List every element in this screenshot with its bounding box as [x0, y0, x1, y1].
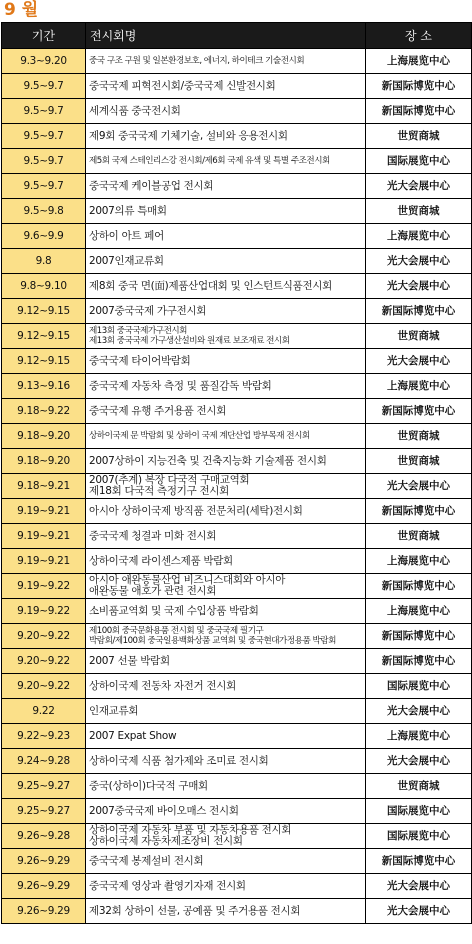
exhibition-name-cell: 2007중국국제 바이오매스 전시회	[86, 799, 366, 824]
table-row	[2, 499, 472, 524]
table-row	[2, 299, 472, 324]
date-cell: 9.26~9.29	[2, 849, 86, 874]
venue-cell: 光大会展中心	[366, 249, 472, 274]
column-header-venue: 장 소	[366, 23, 472, 49]
venue-cell: 新国际博览中心	[366, 649, 472, 674]
exhibition-name-cell: 중국국제 타이어박람회	[86, 349, 366, 374]
table-row	[2, 449, 472, 474]
venue-cell: 光大会展中心	[366, 274, 472, 299]
exhibition-name-cell: 제100회 중국문화용품 전시회 및 중국국제 필기구 박람회/제100회 중국일용백화상품 교역회 및 중국현대가정용품 박람회	[86, 624, 366, 649]
table-row	[2, 474, 472, 499]
date-cell: 9.19~9.21	[2, 499, 86, 524]
venue-cell: 新国际博览中心	[366, 99, 472, 124]
date-cell: 9.8~9.10	[2, 274, 86, 299]
venue-cell: 上海展览中心	[366, 224, 472, 249]
table-row	[2, 224, 472, 249]
venue-cell: 上海展览中心	[366, 599, 472, 624]
date-cell: 9.26~9.28	[2, 824, 86, 849]
table-row	[2, 624, 472, 649]
table-row	[2, 174, 472, 199]
table-row	[2, 424, 472, 449]
venue-cell: 光大会展中心	[366, 874, 472, 899]
venue-cell: 新国际博览中心	[366, 849, 472, 874]
venue-cell: 光大会展中心	[366, 349, 472, 374]
table-row	[2, 649, 472, 674]
date-cell: 9.20~9.22	[2, 674, 86, 699]
exhibition-name-cell: 중국국제 케이블공업 전시회	[86, 174, 366, 199]
exhibition-name-cell: 2007의류 특매회	[86, 199, 366, 224]
table-row	[2, 249, 472, 274]
exhibition-name-cell: 2007 Expat Show	[86, 724, 366, 749]
exhibition-name-cell: 제8회 중국 면(面)제품산업대회 및 인스턴트식품전시회	[86, 274, 366, 299]
venue-cell: 世贸商城	[366, 124, 472, 149]
table-row	[2, 199, 472, 224]
exhibition-name-cell: 상하이국제 문 박람회 및 상하이 국제 계단산업 방부목재 전시회	[86, 424, 366, 449]
table-row	[2, 349, 472, 374]
table-row	[2, 824, 472, 849]
table-header	[2, 23, 472, 49]
exhibition-name-cell: 중국국제 청결과 미화 전시회	[86, 524, 366, 549]
venue-cell: 新国际博览中心	[366, 399, 472, 424]
table-row	[2, 99, 472, 124]
exhibition-name-cell: 제9회 중국국제 기체기술, 설비와 응용전시회	[86, 124, 366, 149]
table-row	[2, 799, 472, 824]
table-row	[2, 574, 472, 599]
table-row	[2, 774, 472, 799]
date-cell: 9.12~9.15	[2, 324, 86, 349]
date-cell: 9.19~9.21	[2, 524, 86, 549]
date-cell: 9.26~9.29	[2, 899, 86, 924]
venue-cell: 世贸商城	[366, 774, 472, 799]
exhibition-name-cell: 2007중국국제 가구전시회	[86, 299, 366, 324]
date-cell: 9.19~9.22	[2, 599, 86, 624]
exhibition-name-cell: 중국(상하이)다국적 구매회	[86, 774, 366, 799]
venue-cell: 世贸商城	[366, 199, 472, 224]
table-row	[2, 524, 472, 549]
date-cell: 9.5~9.7	[2, 74, 86, 99]
exhibition-name-cell: 중국국제 자동차 측정 및 품질감독 박람회	[86, 374, 366, 399]
date-cell: 9.18~9.20	[2, 424, 86, 449]
exhibition-name-cell: 아시아 애완동물산업 비즈니스대회와 아시아 애완동물 애호가 관련 전시회	[86, 574, 366, 599]
table-row	[2, 674, 472, 699]
venue-cell: 光大会展中心	[366, 699, 472, 724]
exhibition-name-cell: 상하이국제 전동차 자전거 전시회	[86, 674, 366, 699]
venue-cell: 世贸商城	[366, 324, 472, 349]
date-cell: 9.5~9.8	[2, 199, 86, 224]
exhibition-schedule-table	[1, 22, 472, 924]
page-title: 9 월	[4, 0, 39, 20]
table-row	[2, 874, 472, 899]
exhibition-name-cell: 상하이 아트 페어	[86, 224, 366, 249]
table-row	[2, 849, 472, 874]
date-cell: 9.6~9.9	[2, 224, 86, 249]
date-cell: 9.5~9.7	[2, 124, 86, 149]
date-cell: 9.22~9.23	[2, 724, 86, 749]
venue-cell: 上海展览中心	[366, 549, 472, 574]
venue-cell: 光大会展中心	[366, 899, 472, 924]
venue-cell: 国际展览中心	[366, 149, 472, 174]
date-cell: 9.25~9.27	[2, 774, 86, 799]
date-cell: 9.5~9.7	[2, 174, 86, 199]
table-row	[2, 124, 472, 149]
date-cell: 9.19~9.22	[2, 574, 86, 599]
exhibition-name-cell: 2007(추계) 복장 다국적 구매교역회 제18회 다국적 측정기구 전시회	[86, 474, 366, 499]
exhibition-name-cell: 상하이국제 라이센스제품 박람회	[86, 549, 366, 574]
table-body	[2, 49, 472, 924]
exhibition-name-cell: 2007 선물 박람회	[86, 649, 366, 674]
table-row	[2, 274, 472, 299]
table-row	[2, 149, 472, 174]
date-cell: 9.5~9.7	[2, 149, 86, 174]
exhibition-name-cell: 소비품교역회 및 국제 수입상품 박람회	[86, 599, 366, 624]
date-cell: 9.8	[2, 249, 86, 274]
venue-cell: 上海展览中心	[366, 49, 472, 74]
exhibition-name-cell: 세계식품 중국전시회	[86, 99, 366, 124]
date-cell: 9.25~9.27	[2, 799, 86, 824]
venue-cell: 新国际博览中心	[366, 74, 472, 99]
venue-cell: 新国际博览中心	[366, 574, 472, 599]
venue-cell: 新国际博览中心	[366, 499, 472, 524]
table-row	[2, 899, 472, 924]
venue-cell: 新国际博览中心	[366, 299, 472, 324]
table-row	[2, 749, 472, 774]
column-header-date: 기간	[2, 23, 86, 49]
table-row	[2, 49, 472, 74]
table-row	[2, 324, 472, 349]
date-cell: 9.24~9.28	[2, 749, 86, 774]
date-cell: 9.18~9.20	[2, 449, 86, 474]
venue-cell: 国际展览中心	[366, 799, 472, 824]
venue-cell: 新国际博览中心	[366, 624, 472, 649]
venue-cell: 国际展览中心	[366, 674, 472, 699]
date-cell: 9.5~9.7	[2, 99, 86, 124]
table-row	[2, 374, 472, 399]
exhibition-name-cell: 중국국제 유행 주거용품 전시회	[86, 399, 366, 424]
exhibition-name-cell: 중국 구조 구원 및 일본환경보호, 에너지, 하이테크 기술전시회	[86, 49, 366, 74]
date-cell: 9.20~9.22	[2, 649, 86, 674]
exhibition-name-cell: 제5회 국제 스테인리스강 전시회/제6회 국제 유색 및 특별 주조전시회	[86, 149, 366, 174]
exhibition-name-cell: 2007인재교류회	[86, 249, 366, 274]
table-row	[2, 699, 472, 724]
venue-cell: 上海展览中心	[366, 374, 472, 399]
column-header-name: 전시회명	[86, 23, 366, 49]
date-cell: 9.22	[2, 699, 86, 724]
table-row	[2, 549, 472, 574]
table-row	[2, 399, 472, 424]
exhibition-name-cell: 중국국제 봉제설비 전시회	[86, 849, 366, 874]
exhibition-name-cell: 제13회 중국국제가구전시회 제13회 중국국제 가구생산설비와 원재료 보조재료 전시회	[86, 324, 366, 349]
venue-cell: 上海展览中心	[366, 724, 472, 749]
exhibition-name-cell: 제32회 상하이 선물, 공예품 및 주거용품 전시회	[86, 899, 366, 924]
venue-cell: 世贸商城	[366, 449, 472, 474]
date-cell: 9.26~9.29	[2, 874, 86, 899]
date-cell: 9.18~9.22	[2, 399, 86, 424]
exhibition-name-cell: 아시아 상하이국제 방직품 전문처리(세탁)전시회	[86, 499, 366, 524]
exhibition-name-cell: 중국국제 영상과 촬영기자재 전시회	[86, 874, 366, 899]
date-cell: 9.19~9.21	[2, 549, 86, 574]
exhibition-name-cell: 상하이국제 자동차 부품 및 자동차용품 전시회 상하이국제 자동차제조장비 전시회	[86, 824, 366, 849]
date-cell: 9.18~9.21	[2, 474, 86, 499]
date-cell: 9.13~9.16	[2, 374, 86, 399]
venue-cell: 光大会展中心	[366, 749, 472, 774]
venue-cell: 国际展览中心	[366, 824, 472, 849]
date-cell: 9.20~9.22	[2, 624, 86, 649]
table-row	[2, 599, 472, 624]
venue-cell: 世贸商城	[366, 524, 472, 549]
date-cell: 9.12~9.15	[2, 349, 86, 374]
venue-cell: 光大会展中心	[366, 474, 472, 499]
venue-cell: 世贸商城	[366, 424, 472, 449]
exhibition-name-cell: 2007상하이 지능건축 및 건축지능화 기술제품 전시회	[86, 449, 366, 474]
exhibition-name-cell: 중국국제 피혁전시회/중국국제 신발전시회	[86, 74, 366, 99]
venue-cell: 光大会展中心	[366, 174, 472, 199]
date-cell: 9.12~9.15	[2, 299, 86, 324]
table-row	[2, 74, 472, 99]
date-cell: 9.3~9.20	[2, 49, 86, 74]
exhibition-name-cell: 상하이국제 식품 첨가제와 조미료 전시회	[86, 749, 366, 774]
table-row	[2, 724, 472, 749]
exhibition-name-cell: 인재교류회	[86, 699, 366, 724]
